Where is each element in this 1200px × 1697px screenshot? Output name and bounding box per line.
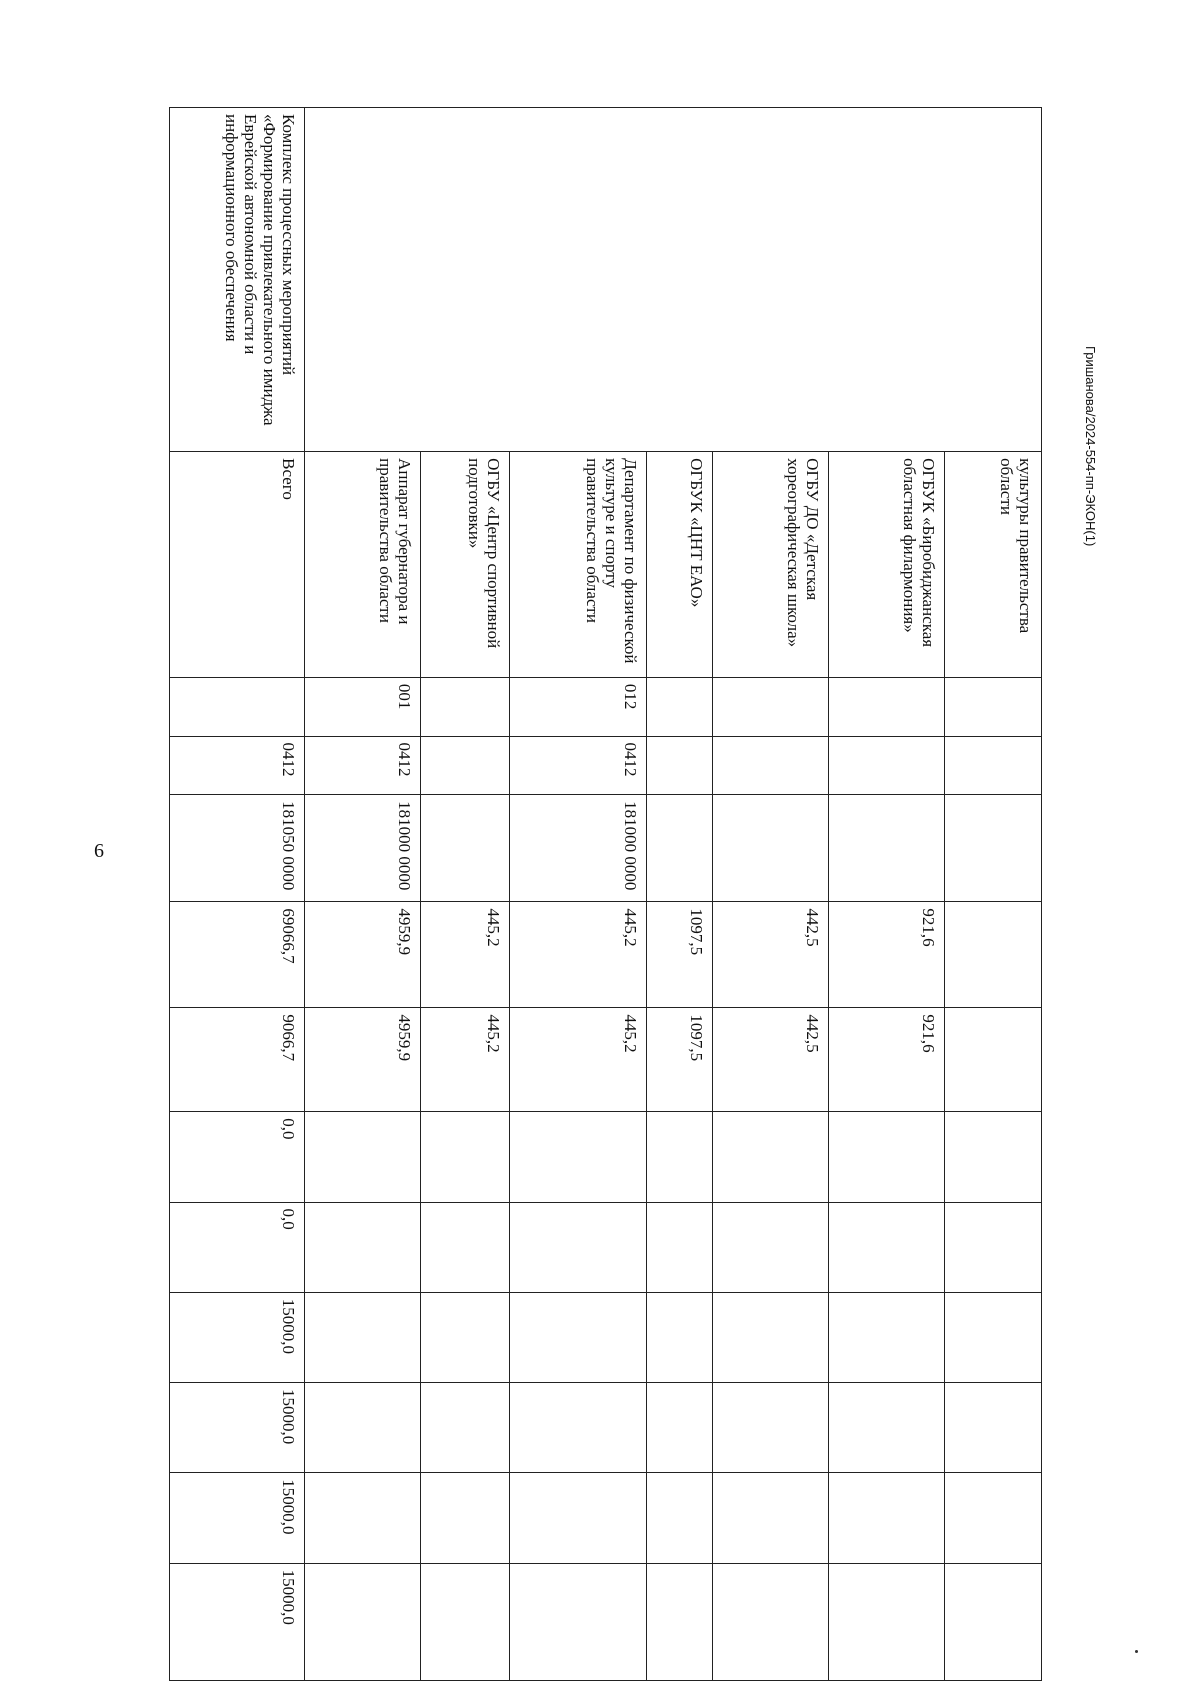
total-cell: 442,5 [713,902,829,1008]
year-2025-cell [945,1112,1042,1202]
year-2029-cell [305,1473,421,1563]
year-2025-cell [421,1112,510,1202]
program-name-cell: Комплекс процессных мероприятий «Формирование привлекательного имиджа Еврейской автономной области и информационного обеспечения [170,108,305,452]
section-cell [829,736,945,795]
year-2024-cell: 9066,7 [170,1008,305,1112]
total-cell: 69066,7 [170,902,305,1008]
year-2027-cell [421,1292,510,1382]
year-2028-cell [421,1383,510,1473]
year-2028-cell [305,1383,421,1473]
total-cell: 921,6 [829,902,945,1008]
year-2027-cell [829,1292,945,1382]
section-cell [647,736,713,795]
grbs-cell [421,677,510,736]
target-article-cell [647,795,713,902]
year-2027-cell: 15000,0 [170,1292,305,1382]
year-2024-cell: 4959,9 [305,1008,421,1112]
year-2026-cell [510,1202,647,1292]
target-article-cell [829,795,945,902]
grbs-cell [170,677,305,736]
year-2024-cell: 445,2 [421,1008,510,1112]
executor-cell: ОГБУК «ЦНТ ЕАО» [647,452,713,678]
grbs-cell: 001 [305,677,421,736]
year-2029-cell [829,1473,945,1563]
executor-cell: культуры правительства области [945,452,1042,678]
year-2028-cell [647,1383,713,1473]
year-2025-cell: 0,0 [170,1112,305,1202]
page-number: 6 [94,840,104,862]
year-2028-cell [945,1383,1042,1473]
target-article-cell [421,795,510,902]
executor-cell: Департамент по физической культуре и спорту правительства области [510,452,647,678]
year-2026-cell [713,1202,829,1292]
year-2026-cell [945,1202,1042,1292]
rotated-table-wrapper [170,107,1042,1681]
year-2030-cell [945,1563,1042,1680]
year-2030-cell [421,1563,510,1680]
section-cell [421,736,510,795]
total-cell: 4959,9 [305,902,421,1008]
year-2027-cell [510,1292,647,1382]
year-2030-cell [510,1563,647,1680]
year-2029-cell [421,1473,510,1563]
year-2029-cell [647,1473,713,1563]
year-2029-cell [945,1473,1042,1563]
year-2030-cell: 15000,0 [170,1563,305,1680]
year-2026-cell: 0,0 [170,1202,305,1292]
grbs-cell [713,677,829,736]
document-code: Гришанова/2024-554-пп-ЭКОН(1) [1083,346,1098,547]
total-cell [945,902,1042,1008]
grbs-cell: 012 [510,677,647,736]
section-cell: 0412 [170,736,305,795]
year-2025-cell [647,1112,713,1202]
target-article-cell: 181050 0000 [170,795,305,902]
year-2027-cell [713,1292,829,1382]
year-2030-cell [305,1563,421,1680]
target-article-cell [713,795,829,902]
year-2028-cell [510,1383,647,1473]
executor-cell: ОГБУ «Центр спортивной подготовки» [421,452,510,678]
year-2024-cell: 921,6 [829,1008,945,1112]
year-2026-cell [647,1202,713,1292]
year-2026-cell [421,1202,510,1292]
grbs-cell [945,677,1042,736]
executor-cell: ОГБУК «Биробиджанская областная филармония» [829,452,945,678]
year-2027-cell [647,1292,713,1382]
executor-cell: ОГБУ ДО «Детская хореографическая школа» [713,452,829,678]
executor-cell: Всего [170,452,305,678]
table-row [945,108,1042,1681]
section-cell: 0412 [305,736,421,795]
year-2030-cell [829,1563,945,1680]
target-article-cell [945,795,1042,902]
total-cell: 1097,5 [647,902,713,1008]
year-2025-cell [829,1112,945,1202]
year-2025-cell [305,1112,421,1202]
year-2029-cell [510,1473,647,1563]
budget-table [169,107,1042,1681]
year-2029-cell: 15000,0 [170,1473,305,1563]
section-cell: 0412 [510,736,647,795]
year-2030-cell [713,1563,829,1680]
executor-cell: Аппарат губернатора и правительства области [305,452,421,678]
total-cell: 445,2 [421,902,510,1008]
year-2030-cell [647,1563,713,1680]
year-2024-cell [945,1008,1042,1112]
year-2025-cell [510,1112,647,1202]
year-2027-cell [945,1292,1042,1382]
year-2028-cell: 15000,0 [170,1383,305,1473]
program-name-cell [305,108,1042,452]
target-article-cell: 181000 0000 [305,795,421,902]
section-cell [945,736,1042,795]
table-row [170,108,305,1681]
year-2024-cell: 442,5 [713,1008,829,1112]
year-2027-cell [305,1292,421,1382]
grbs-cell [829,677,945,736]
scan-dot [1135,1650,1138,1653]
total-cell: 445,2 [510,902,647,1008]
year-2024-cell: 1097,5 [647,1008,713,1112]
year-2028-cell [829,1383,945,1473]
year-2025-cell [713,1112,829,1202]
year-2024-cell: 445,2 [510,1008,647,1112]
target-article-cell: 181000 0000 [510,795,647,902]
year-2028-cell [713,1383,829,1473]
year-2029-cell [713,1473,829,1563]
year-2026-cell [305,1202,421,1292]
grbs-cell [647,677,713,736]
section-cell [713,736,829,795]
year-2026-cell [829,1202,945,1292]
